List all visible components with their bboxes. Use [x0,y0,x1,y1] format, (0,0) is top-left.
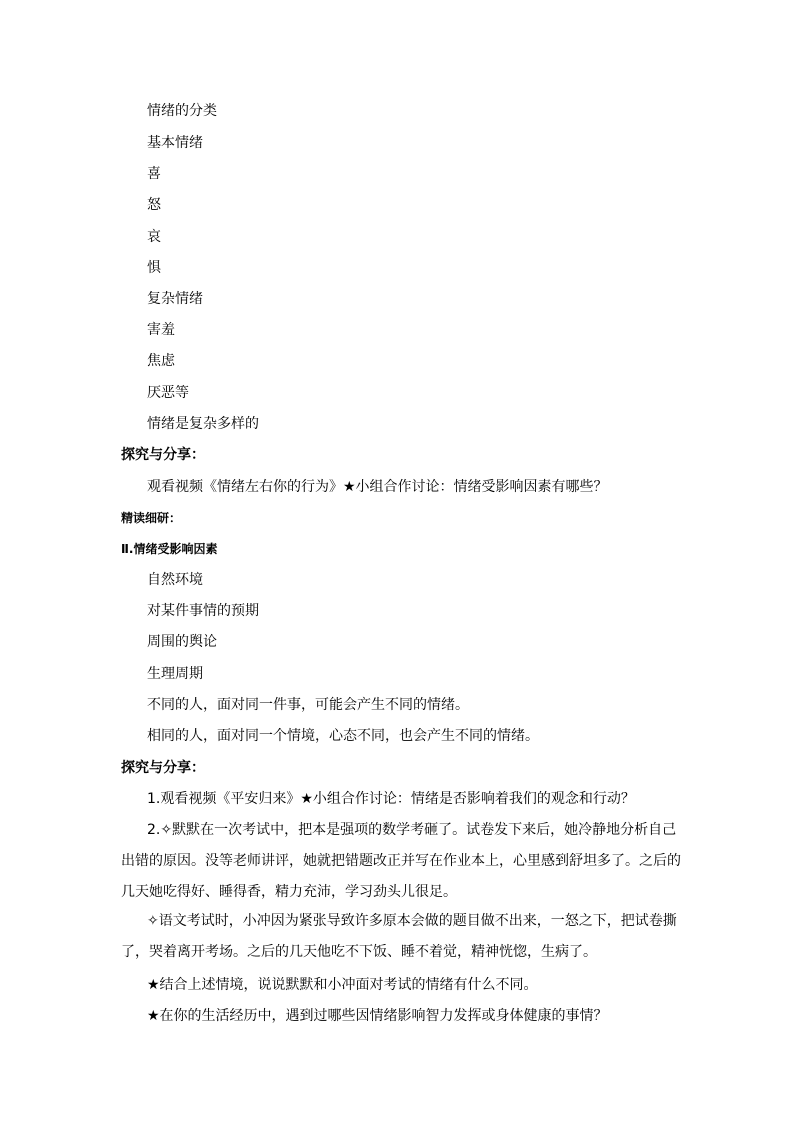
explore-text: 观看视频《情绪左右你的行为》★小组合作讨论：情绪受影响因素有哪些？ [147,479,608,495]
explore-heading: 探究与分享： [121,447,205,463]
list-item: 自然环境 [147,572,203,588]
list-item: 生理周期 [147,666,203,682]
list-item: 喜 [147,166,161,182]
list-item: 情绪的分类 [147,103,217,119]
explore-heading: 探究与分享： [121,760,205,776]
list-item: 基本情绪 [147,135,203,151]
scenario-paragraph-xiaochong: ✧语文考试时，小冲因为紧张导致许多原本会做的题目做不出来，一怒之下，把试卷撕了，哭着离开考场。之后的几天他吃不下饭、睡不着觉，精神恍惚，生病了。 [121,913,677,960]
list-item: 对某件事情的预期 [147,603,259,619]
scenario-paragraph-momo: 2.✧默默在一次考试中，把本是强项的数学考砸了。试卷发下来后，她冷静地分析自己出错的原因。没等老师讲评，她就把错题改正并写在作业本上，心里感到舒坦多了。之后的几天她吃得好、睡得香，精力充沛，学习劲头儿很足。 [121,822,681,900]
list-item: 复杂情绪 [147,291,203,307]
section-subheading: Ⅱ.情绪受影响因素 [121,542,218,556]
discussion-question: ★结合上述情境，说说默默和小冲面对考试的情绪有什么不同。 [147,977,538,993]
question-1: 1.观看视频《平安归来》★小组合作讨论：情绪是否影响着我们的观念和行动？ [147,791,635,807]
list-item: 不同的人，面对同一件事，可能会产生不同的情绪。 [147,697,469,713]
list-item: 哀 [147,229,161,245]
list-item: 惧 [147,260,161,276]
list-item: 相同的人，面对同一个情境，心态不同，也会产生不同的情绪。 [147,728,539,744]
list-item: 焦虑 [147,353,175,369]
list-item: 周围的舆论 [147,634,217,650]
list-item: 害羞 [147,322,175,338]
list-item: 厌恶等 [147,385,189,401]
list-item: 情绪是复杂多样的 [147,416,259,432]
reading-heading: 精读细研： [121,511,182,525]
list-item: 怒 [147,197,161,213]
discussion-question: ★在你的生活经历中，遇到过哪些因情绪影响智力发挥或身体健康的事情？ [147,1008,608,1024]
